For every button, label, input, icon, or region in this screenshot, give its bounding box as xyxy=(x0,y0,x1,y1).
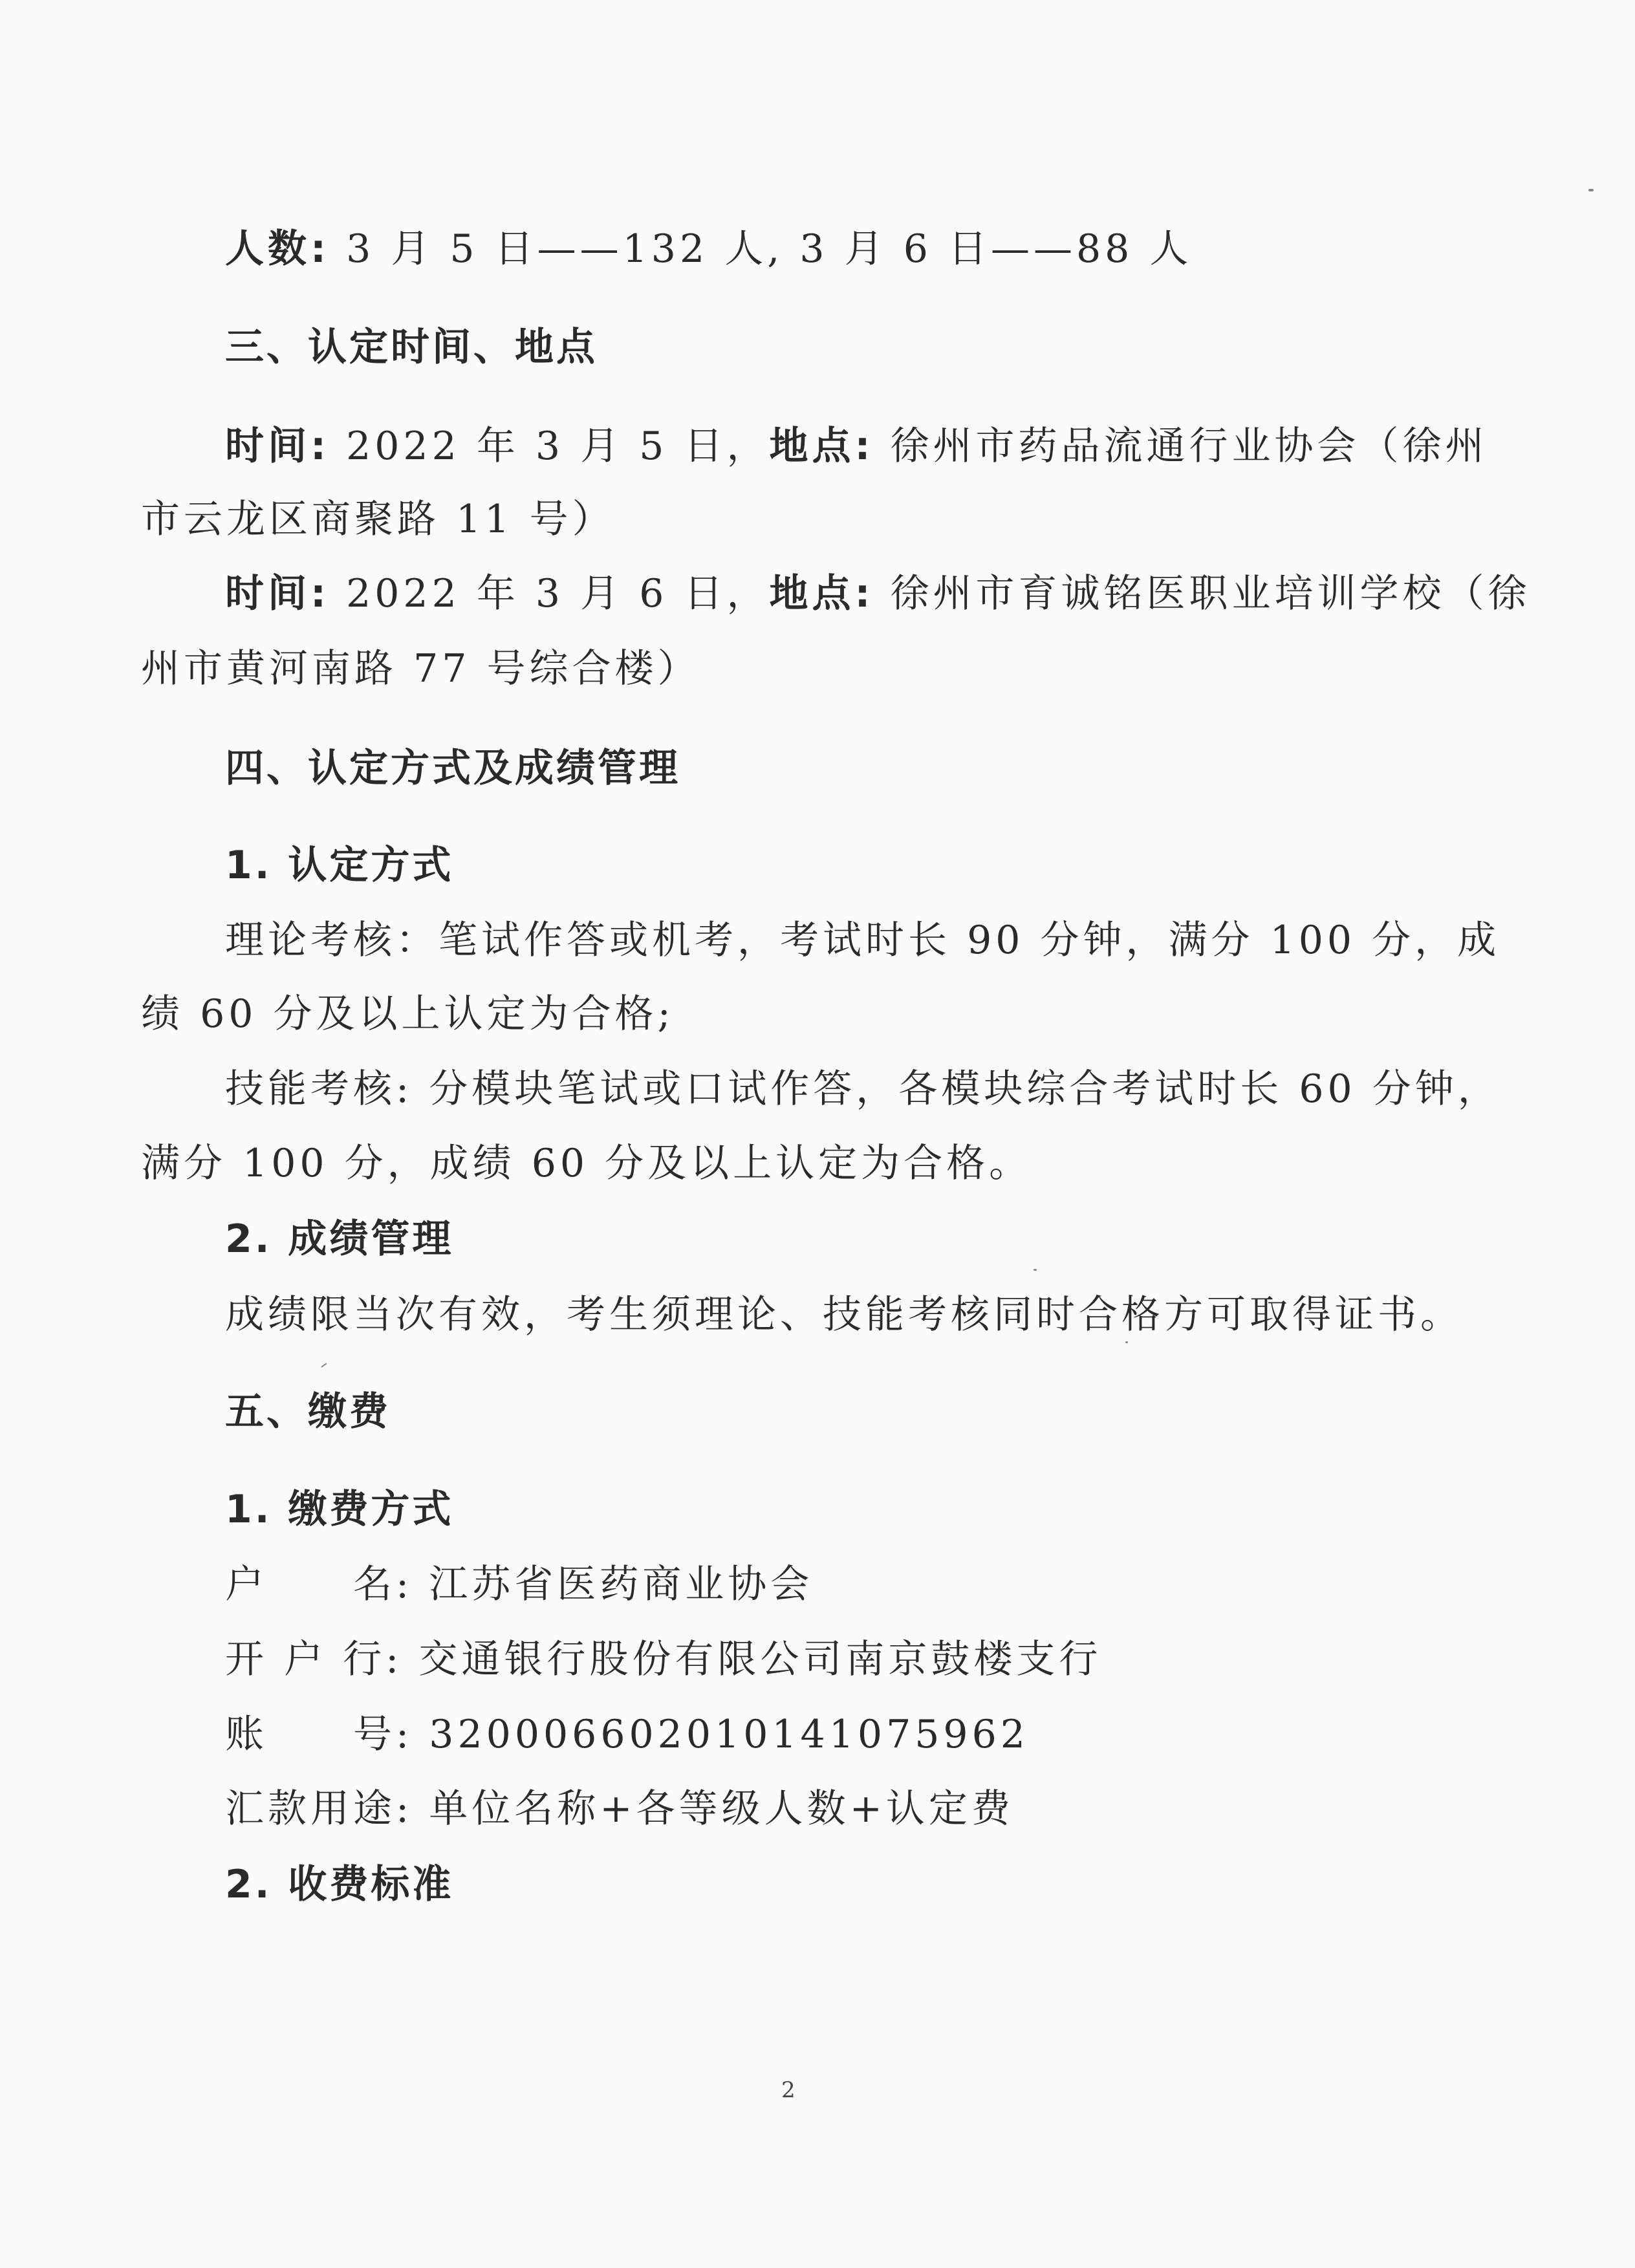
section-4-sub-2: 2. 成绩管理 xyxy=(225,1216,454,1262)
time-label-2: 时间: xyxy=(225,571,330,616)
skill-line-1: 技能考核: 分模块笔试或口试作答，各模块综合考试时长 60 分钟， xyxy=(225,1066,1500,1112)
scan-speck xyxy=(321,1363,327,1367)
section-5-sub-2: 2. 收费标准 xyxy=(225,1862,454,1907)
section-4-sub-1: 1. 认定方式 xyxy=(225,843,454,888)
page-number: 2 xyxy=(781,2077,796,2103)
account-no-line xyxy=(225,1709,1029,1760)
place-label-1: 地点: xyxy=(769,424,874,469)
count-label: 人数: xyxy=(225,226,330,272)
account-name-line xyxy=(225,1559,813,1610)
time-place-line-2 xyxy=(225,568,1531,620)
purpose-line xyxy=(225,1783,1014,1835)
bank-label: 开 户 行: xyxy=(225,1637,403,1682)
purpose-label: 汇款用途: xyxy=(225,1786,413,1831)
account-name-label: 户 名: xyxy=(225,1562,413,1607)
place-continuation-1: 市云龙区商聚路 11 号） xyxy=(141,497,615,542)
section-3-heading: 三、认定时间、地点 xyxy=(225,325,598,370)
time-place-line-1 xyxy=(225,420,1488,472)
skill-line-2: 满分 100 分，成绩 60 分及以上认定为合格。 xyxy=(141,1141,1032,1186)
theory-line-2: 绩 60 分及以上认定为合格; xyxy=(141,991,675,1037)
score-rule-line: 成绩限当次有效，考生须理论、技能考核同时合格方可取得证书。 xyxy=(225,1292,1463,1337)
bank-value: 交通银行股份有限公司南京鼓楼支行 xyxy=(402,1637,1102,1682)
count-value: 3 月 5 日——132 人, 3 月 6 日——88 人 xyxy=(330,226,1193,272)
account-name-value: 江苏省医药商业协会 xyxy=(413,1562,814,1607)
place-continuation-2: 州市黄河南路 77 号综合楼） xyxy=(141,646,700,691)
scan-speck xyxy=(1125,1341,1128,1343)
section-5-heading: 五、缴费 xyxy=(225,1389,391,1434)
section-5-sub-1: 1. 缴费方式 xyxy=(225,1487,454,1532)
bank-line xyxy=(225,1634,1101,1685)
scan-speck xyxy=(1034,1269,1037,1271)
scan-speck xyxy=(1588,189,1594,191)
count-line xyxy=(225,223,1192,275)
section-4-heading: 四、认定方式及成绩管理 xyxy=(225,746,680,791)
time-value-2: 2022 年 3 月 6 日， xyxy=(330,571,770,616)
theory-line-1: 理论考核：笔试作答或机考，考试时长 90 分钟，满分 100 分，成 xyxy=(225,918,1500,963)
place-value-1: 徐州市药品流通行业协会（徐州 xyxy=(874,424,1488,469)
purpose-value: 单位名称+各等级人数+认定费 xyxy=(413,1786,1014,1831)
time-value-1: 2022 年 3 月 5 日， xyxy=(330,424,770,469)
account-no-label: 账 号: xyxy=(225,1712,413,1757)
account-no-value: 320006602010141075962 xyxy=(413,1712,1029,1757)
place-value-2: 徐州市育诚铭医职业培训学校（徐 xyxy=(874,571,1531,616)
place-label-2: 地点: xyxy=(769,571,874,616)
time-label-1: 时间: xyxy=(225,424,330,469)
